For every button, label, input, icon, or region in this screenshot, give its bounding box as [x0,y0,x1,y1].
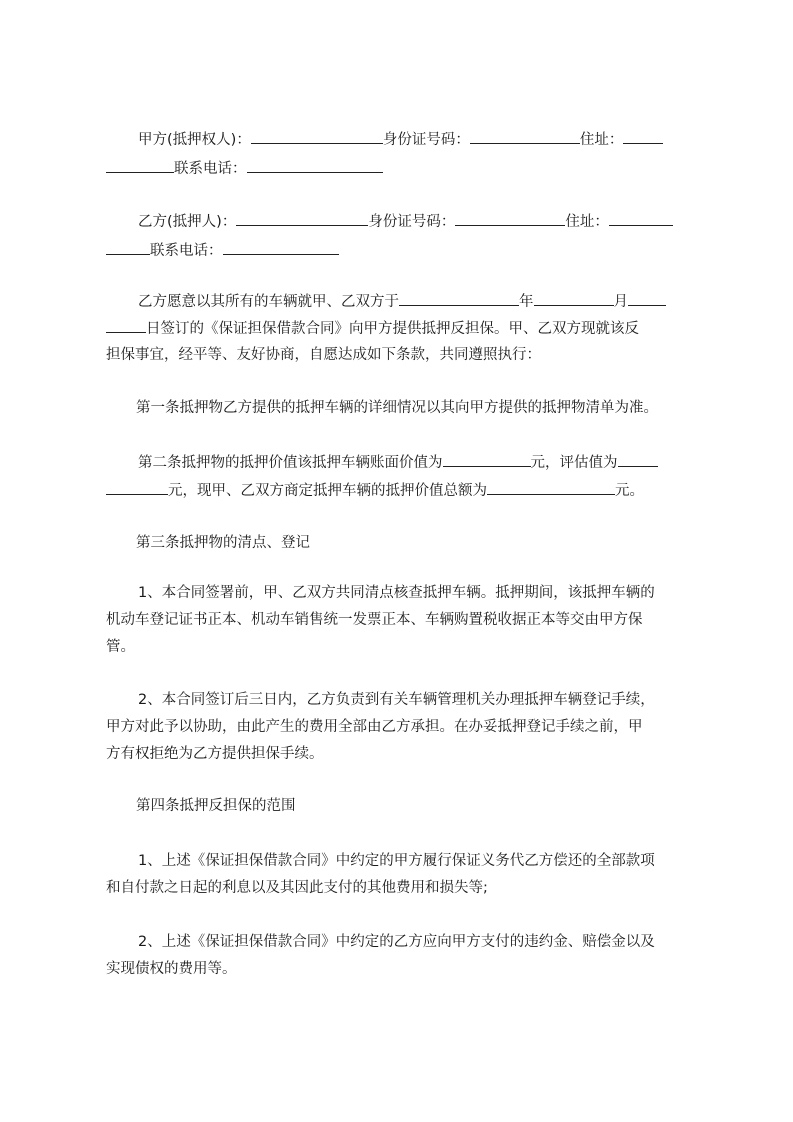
party-b-line-2 [106,240,339,262]
article-4-item-1-line-2: 和自付款之日起的利息以及其因此支付的其他费用和损失等; [106,880,488,896]
party-b-phone-label: 联系电话： [150,243,223,259]
party-a-address-blank[interactable] [623,129,663,144]
appraisal-value-blank[interactable] [618,452,658,467]
article-2-text-1: 第二条抵押物的抵押价值该抵押车辆账面价值为 [138,455,443,471]
intro-text-2: 日签订的《保证担保借款合同》向甲方提供抵押反担保。甲、乙双方现就该反 [146,321,639,337]
party-a-phone-blank[interactable] [247,158,383,173]
article-3-title: 第三条抵押物的清点、登记 [136,535,310,551]
party-a-line-2 [106,158,383,180]
party-a-address-label: 住址： [579,132,624,148]
article-4-title: 第四条抵押反担保的范围 [136,798,296,814]
book-value-blank[interactable] [443,452,531,467]
article-3-item-2-line-1: 2、本合同签订后三日内，乙方负责到有关车辆管理机关办理抵押车辆登记手续， [138,692,655,708]
party-b-label: 乙方(抵押人)： [138,214,237,230]
article-2-text-2: 元，评估值为 [530,455,618,471]
article-2-text-3: 元，现甲、乙双方商定抵押车辆的抵押价值总额为 [168,483,487,499]
intro-year: 年 [519,294,534,310]
party-b-address-blank-cont[interactable] [106,240,150,255]
article-2-line-2 [106,480,644,502]
party-b-id-blank[interactable] [455,211,565,226]
appraisal-value-blank-cont[interactable] [106,480,168,495]
article-3-item-1-line-3: 管。 [106,639,135,655]
article-3-item-1-line-2: 机动车登记证书正本、机动车销售统一发票正本、车辆购置税收据正本等交由甲方保 [106,612,643,628]
intro-year-blank[interactable] [399,291,519,306]
intro-day-blank-cont[interactable] [106,318,146,333]
party-b-line-1 [138,211,673,233]
intro-line-2 [106,318,639,340]
party-a-address-blank-cont[interactable] [106,158,174,173]
intro-text-1: 乙方愿意以其所有的车辆就甲、乙双方于 [138,294,399,310]
article-4-item-2-line-2: 实现债权的费用等。 [106,961,237,977]
article-3-item-2-line-2: 甲方对此予以协助，由此产生的费用全部由乙方承担。在办妥抵押登记手续之前，甲 [106,719,643,735]
article-2-line-1 [138,452,658,474]
total-value-blank[interactable] [487,480,615,495]
intro-month-blank[interactable] [534,291,614,306]
party-a-id-blank[interactable] [470,129,580,144]
intro-line-1 [138,291,666,313]
article-1-text: 第一条抵押物乙方提供的抵押车辆的详细情况以其向甲方提供的抵押物清单为准。 [136,400,658,416]
party-a-line-1 [138,129,663,151]
article-2-text-4: 元。 [615,483,644,499]
article-4-item-1-line-1: 1、上述《保证担保借款合同》中约定的甲方履行保证义务代乙方偿还的全部款项 [138,853,655,869]
party-a-phone-label: 联系电话： [174,161,247,177]
intro-line-3: 担保事宜，经平等、友好协商，自愿达成如下条款，共同遵照执行： [106,347,541,363]
party-a-name-blank[interactable] [251,129,383,144]
party-b-name-blank[interactable] [236,211,368,226]
article-3-item-2-line-3: 方有权拒绝为乙方提供担保手续。 [106,746,324,762]
article-4-item-2-line-1: 2、上述《保证担保借款合同》中约定的乙方应向甲方支付的违约金、赔偿金以及 [138,934,655,950]
party-b-id-label: 身份证号码： [368,214,456,230]
party-b-address-label: 住址： [565,214,609,230]
party-a-label: 甲方(抵押权人)： [138,132,251,148]
intro-day-blank[interactable] [628,291,666,306]
party-a-id-label: 身份证号码： [382,132,470,148]
article-3-item-1-line-1: 1、本合同签署前，甲、乙双方共同清点核查抵押车辆。抵押期间，该抵押车辆的 [138,585,655,601]
intro-month: 月 [613,294,628,310]
party-b-address-blank[interactable] [609,211,673,226]
party-b-phone-blank[interactable] [223,240,339,255]
